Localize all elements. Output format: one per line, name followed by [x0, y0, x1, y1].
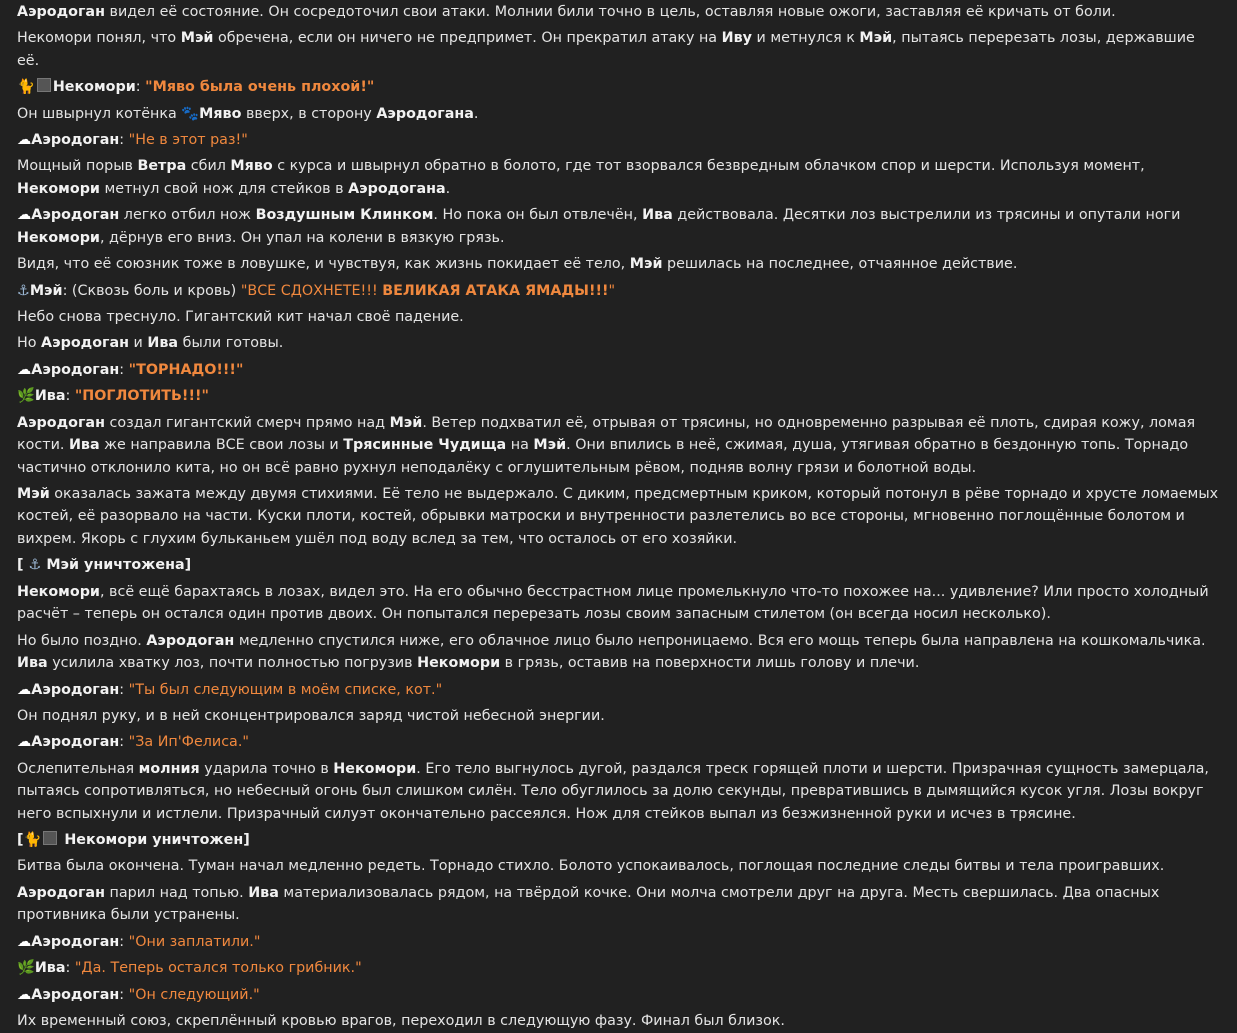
text-run: , дёрнув его вниз. Он упал на колени в вязкую грязь. [99, 229, 505, 246]
bold-name: Некомори [17, 180, 100, 197]
story-paragraph [17, 730, 1220, 755]
story-paragraph [17, 757, 1220, 827]
text-run: Их временный союз, скреплённый кровью врагов, переходил в следующую фазу. Финал был близок. [17, 1012, 785, 1029]
text-run: и метнулся к [751, 30, 860, 47]
text-run: вверх, в сторону [241, 105, 377, 122]
bold-name: Аэродоган [17, 884, 105, 901]
bold-name: Аэродоган [31, 361, 120, 378]
story-paragraph [17, 102, 1220, 127]
bold-name: Аэродоган [17, 4, 105, 20]
dialogue-quote: "Мяво была очень плохой!" [145, 79, 375, 96]
text-run: : [119, 361, 129, 378]
text-run: на [506, 437, 534, 454]
story-paragraph [17, 983, 1220, 1008]
bold-name: Трясинные Чудища [343, 437, 507, 454]
bold-name: Аэродоган [31, 132, 120, 149]
paw-icon: 🐾 [181, 105, 200, 122]
bold-name: Мэй [629, 256, 663, 273]
bold-name: Аэродоган [31, 734, 120, 751]
text-run: метнул свой нож для стейков в [99, 180, 349, 197]
bold-name: Аэродоган [146, 632, 235, 649]
cloud-icon: ☁ [17, 986, 32, 1003]
text-run: . [445, 180, 451, 197]
dialogue-quote: "Они заплатили." [128, 933, 261, 950]
story-paragraph [17, 854, 1220, 879]
text-run: парил над топью. [104, 884, 249, 901]
text-run: : [119, 132, 129, 149]
dialogue-quote: " [608, 282, 616, 299]
text-run: Ослепительная [17, 760, 139, 777]
bold-name: Ива [642, 207, 673, 224]
story-paragraph [17, 75, 1220, 100]
dialogue-quote: "Не в этот раз!" [128, 132, 248, 149]
bold-name: Аэродоган [41, 335, 130, 352]
bold-name: Некомори уничтожен] [59, 832, 250, 849]
text-run: действовала. Десятки лоз выстрелили из трясины и опутали ноги [672, 207, 1181, 224]
text-run: в грязь, оставив на поверхности лишь голову и плечи. [500, 655, 920, 672]
text-run: ударила точно в [199, 760, 334, 777]
story-paragraph [17, 358, 1220, 383]
story-paragraph [17, 203, 1220, 250]
text-run: : [65, 388, 75, 405]
anchor-icon: ⚓ [28, 557, 42, 574]
bold-name: Мэй [859, 30, 893, 47]
cloud-icon: ☁ [17, 933, 32, 950]
square-icon [37, 78, 51, 92]
bold-name: Ива [17, 655, 48, 672]
text-run: . Они впились в неё, сжимая, душа, утягивая обратно в бездонную топь. Торнадо частично отклонило кита, но он всё равно рухнул неподалёку с оглушительным рёвом, подняв волну грязи и болотной воды. [17, 437, 1189, 476]
story-paragraph [17, 828, 1220, 853]
bold-name: Мэй [389, 414, 423, 431]
text-run: Битва была окончена. Туман начал медленно редеть. Торнадо стихло. Болото успокаивалось, поглощая последние следы битвы и тела проигравших. [17, 858, 1165, 875]
text-run: были готовы. [178, 335, 284, 352]
story-paragraph [17, 305, 1220, 330]
text-run: . Его тело выгнулось дугой, раздался треск горящей плоти и шерсти. Призрачная сущность замерцала, пытаясь сопротивляться, но небесный огонь был слишком силён. Тело обуглилось за долю секунды, превратившись в дымящийся кусок угля. Лозы вокруг него вспыхнули и истлели. Призрачный силуэт окончательно рассеялся. Нож для стейков выпал из безжизненной руки и исчез в трясине. [17, 760, 1209, 822]
dialogue-quote: ВЕЛИКАЯ АТАКА ЯМАДЫ!!! [382, 282, 609, 299]
bold-name: [ [17, 557, 29, 574]
dialogue-quote: "Ты был следующим в моём списке, кот." [128, 681, 443, 698]
dialogue-quote: "Он следующий." [128, 986, 260, 1003]
text-run: . [473, 105, 479, 122]
cat-icon: 🐈 [23, 832, 42, 849]
story-paragraph [17, 580, 1220, 627]
text-run: : [65, 960, 75, 977]
story-paragraph [17, 881, 1220, 928]
bold-name: Ива [147, 335, 179, 352]
bold-name: Мяво [230, 158, 273, 175]
text-run: создал гигантский смерч прямо над [104, 414, 390, 431]
bold-name: Иву [721, 30, 752, 47]
story-paragraph [17, 930, 1220, 955]
story-paragraph [17, 482, 1220, 552]
story-paragraph [17, 154, 1220, 201]
text-run: . Но пока он был отвлечён, [433, 207, 643, 224]
bold-name: Некомори [333, 760, 417, 777]
text-run: Видя, что её союзник тоже в ловушке, и чувствуя, как жизнь покидает её тело, [17, 256, 630, 273]
bold-name: [ [17, 832, 24, 849]
bold-name: Аэродоган [31, 681, 120, 698]
story-paragraph [17, 331, 1220, 356]
bold-name: Аэродоган [31, 207, 120, 224]
text-run: : (Сквозь боль и кровь) [62, 282, 241, 299]
cloud-icon: ☁ [17, 681, 32, 698]
text-run: медленно спустился ниже, его облачное лицо было непроницаемо. Вся его мощь теперь была направлена на кошкомальчика. [234, 632, 1206, 649]
anchor-icon: ⚓ [17, 282, 30, 299]
bold-name: Аэродоган [17, 414, 105, 431]
text-run: Мощный порыв [17, 158, 138, 175]
story-paragraph [17, 678, 1220, 703]
bold-name: Аэродогана [376, 105, 474, 122]
story-paragraph [17, 553, 1220, 578]
cat-icon: 🐈 [17, 79, 35, 96]
bold-name: Воздушным Клинком [255, 207, 434, 224]
cloud-icon: ☁ [17, 132, 32, 149]
bold-name: Некомори [52, 79, 136, 96]
text-run: легко отбил нож [119, 207, 256, 224]
cloud-icon: ☁ [17, 734, 32, 751]
text-run: : [135, 79, 146, 96]
text-run: усилила хватку лоз, почти полностью погрузив [47, 655, 418, 672]
text-run: с курса и швырнул обратно в болото, где тот взорвался безвредным облачком спор и шерсти. Используя момент, [272, 158, 1145, 175]
story-paragraph [17, 26, 1220, 73]
bold-name: Аэродоган [31, 986, 120, 1003]
story-paragraph [17, 411, 1220, 481]
text-run: . Ветер подхватил её, отрывая от трясины, но одновременно разрывая её плоть, сдирая кожу, ломая кости. [17, 414, 1196, 454]
text-run: же направила ВСЕ свои лозы и [99, 437, 344, 454]
bold-name: Некомори [417, 655, 501, 672]
text-run: , всё ещё барахтаясь в лозах, видел это. На его обычно бесстрастном лице промелькнуло что-то похожее на... удивление? Или просто холодный расчёт – теперь он остался один против двоих. Он попытался перерезать лозы своим запасным стилетом (он всегда носил несколько). [17, 583, 1209, 623]
text-run: Он поднял руку, и в ней сконцентрировался заряд чистой небесной энергии. [17, 707, 605, 724]
bold-name: Мэй [17, 485, 50, 502]
bold-name: Некомори [17, 229, 100, 246]
story-paragraph [17, 279, 1220, 304]
story-paragraph [17, 629, 1220, 676]
text-run: видел её состояние. Он сосредоточил свои атаки. Молнии били точно в цель, оставляя новые ожоги, заставляя её кричать от боли. [104, 4, 1116, 20]
story-paragraph [17, 252, 1220, 277]
text-run: обречена, если он ничего не предпримет. Он прекратил атаку на [213, 30, 722, 47]
bold-name: Некомори [17, 583, 100, 600]
square-icon [43, 831, 57, 845]
text-run: : [119, 986, 129, 1003]
bold-name: Аэродогана [348, 180, 446, 197]
bold-name: Мэй [180, 30, 214, 47]
bold-name: Ветра [137, 158, 187, 175]
text-run: Но [17, 335, 42, 352]
dialogue-quote: "Да. Теперь остался только грибник." [74, 960, 362, 977]
text-run: : [119, 734, 129, 751]
bold-name: Мэй уничтожена] [41, 557, 192, 574]
text-run: оказалась зажата между двумя стихиями. Её тело не выдержало. С диким, предсмертным криком, который потонул в рёве торнадо и хрусте ломаемых костей, её разорвало на части. Куски плоти, костей, обрывки матроски и внутренности разлетелись во все стороны, мгновенно поглощённые болотом и вихрем. Якорь с глухим бульканьем ушёл под воду вслед за тем, что осталось от его хозяйки. [17, 485, 1219, 547]
text-run: Он швырнул котёнка [17, 105, 182, 122]
bold-name: Ива [248, 884, 279, 901]
text-run: материализовалась рядом, на твёрдой кочке. Они молча смотрели друг на друга. Месть свершилась. Два опасных противника были устранены. [17, 884, 1160, 924]
text-run: Небо снова треснуло. Гигантский кит начал своё падение. [17, 309, 464, 326]
story-paragraph [17, 1009, 1220, 1033]
bold-name: Ива [34, 388, 66, 405]
bold-name: Ива [68, 437, 100, 454]
text-run: решилась на последнее, отчаянное действие. [662, 256, 1018, 273]
text-run: сбил [186, 158, 231, 175]
text-run: : [119, 681, 129, 698]
leaf-icon: 🌿 [17, 960, 35, 977]
cloud-icon: ☁ [17, 207, 32, 224]
story-paragraph [17, 0, 1220, 25]
bold-name: Мэй [29, 282, 63, 299]
cloud-icon: ☁ [17, 361, 32, 378]
text-run: , пытаясь перерезать лозы, державшие её. [17, 30, 1195, 69]
text-run: Но было поздно. [17, 632, 147, 649]
story-paragraph [17, 956, 1220, 981]
dialogue-quote: "ВСЕ СДОХНЕТЕ!!! [240, 282, 383, 299]
story-paragraph [17, 128, 1220, 153]
dialogue-quote: "За Ип'Фелиса." [128, 734, 249, 751]
text-run: Некомори понял, что [17, 30, 181, 47]
dialogue-quote: "ТОРНАДО!!!" [128, 361, 244, 378]
bold-name: молния [138, 760, 200, 777]
dialogue-quote: "ПОГЛОТИТЬ!!!" [74, 388, 209, 405]
text-run: и [129, 335, 148, 352]
text-run: : [119, 933, 129, 950]
bold-name: Мяво [199, 105, 242, 122]
story-paragraph [17, 384, 1220, 409]
bold-name: Аэродоган [31, 933, 120, 950]
story-paragraph [17, 704, 1220, 729]
bold-name: Мэй [533, 437, 567, 454]
leaf-icon: 🌿 [17, 388, 35, 405]
bold-name: Ива [34, 960, 66, 977]
